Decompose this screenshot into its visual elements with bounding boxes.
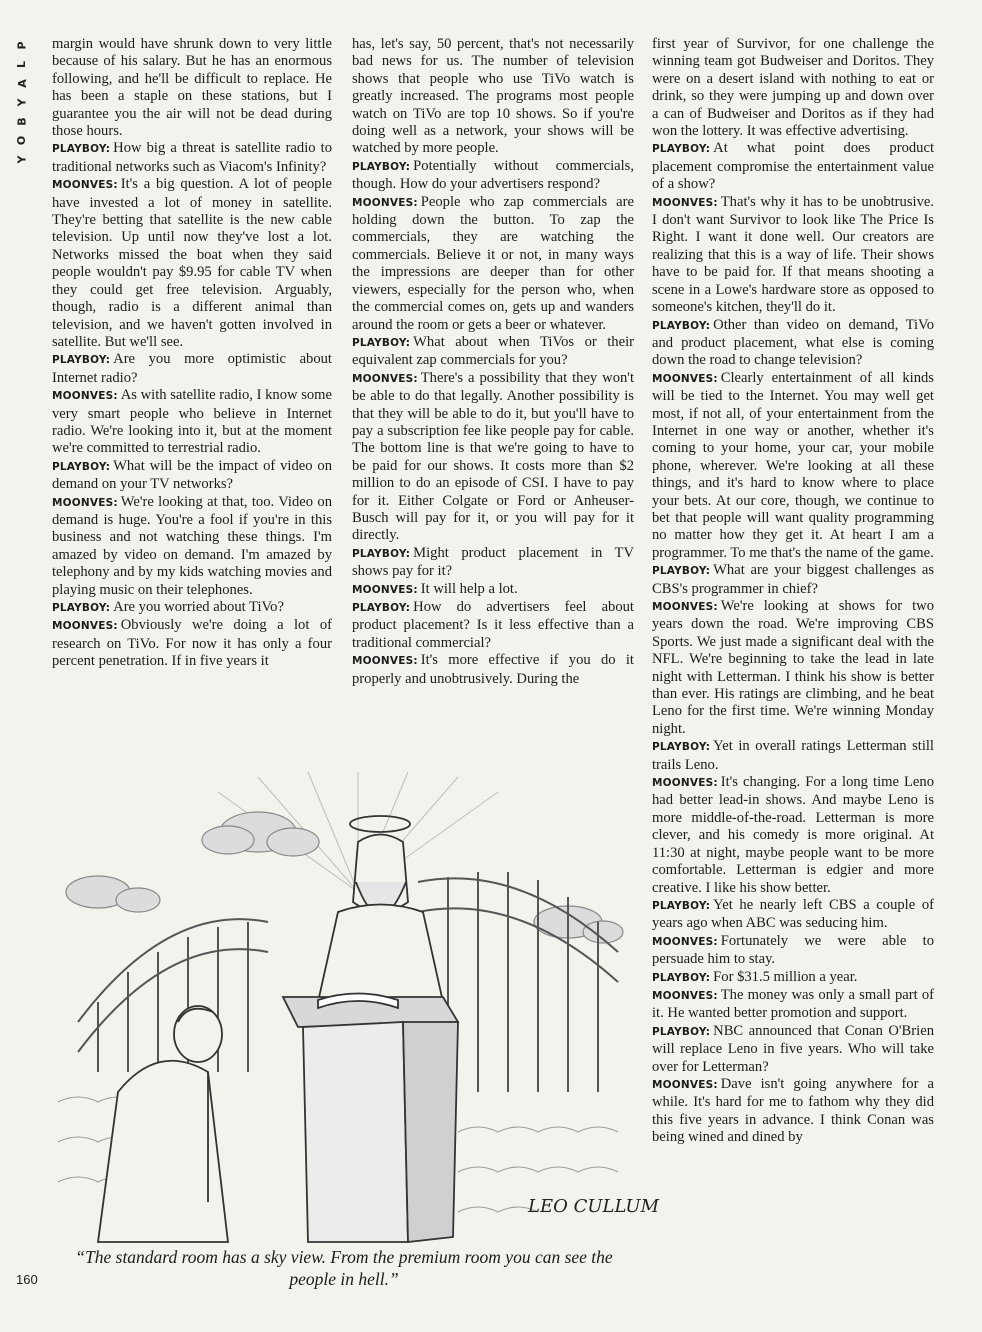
- interview-paragraph: [352, 652, 634, 688]
- speaker-label: MOONVES:: [652, 196, 718, 209]
- interview-paragraph: [52, 458, 332, 494]
- speaker-label: PLAYBOY:: [52, 143, 111, 156]
- interview-paragraph: [352, 581, 634, 599]
- paragraph-text: It's changing. For a long time Leno had better lead-in shows. And maybe Leno is more middle-of-the-road. Letterman is more clever, and his comedy is more original. At 11:30 at night, maybe people want to be more comfortable. Letterman is edgier and more creative. I like his show better.: [652, 774, 934, 896]
- interview-paragraph: [652, 774, 934, 897]
- interview-paragraph: [52, 494, 332, 599]
- masthead-letter: A: [15, 79, 29, 88]
- interview-paragraph: [52, 599, 332, 617]
- interview-paragraph: [652, 562, 934, 598]
- paragraph-text: What are your biggest challenges as CBS's programmer in chief?: [652, 562, 934, 597]
- speaker-label: PLAYBOY:: [652, 741, 711, 754]
- paragraph-text: Might product placement in TV shows pay for it?: [352, 544, 634, 580]
- paragraph-text: Yet in overall ratings Letterman still trails Leno.: [652, 738, 934, 773]
- paragraph-text: NBC announced that Conan O'Brien will replace Leno in five years. Who will take over for Letterman?: [652, 1022, 934, 1075]
- interview-paragraph: [652, 194, 934, 317]
- paragraph-text: We're looking at shows for two years down the road. We're improving CBS Sports. We just made a significant deal with the NFL. We're beginning to take the lead in late night with Letterman. I think his show is better than ever. His ratings are climbing, and he beat Leno for the first time. We're winning Monday night.: [652, 598, 934, 737]
- speaker-label: PLAYBOY:: [652, 1025, 711, 1038]
- speaker-label: PLAYBOY:: [652, 565, 711, 578]
- interview-paragraph: [652, 897, 934, 933]
- paragraph-text: It will help a lot.: [420, 580, 518, 597]
- interview-paragraph: [652, 36, 934, 140]
- paragraph-text: We're looking at that, too. Video on demand is huge. You're a fool if you're in this business and not watching these things. I'm amazed by video on demand. I'm amazed by telephony and by my kids watching movies and playing music on their telephones.: [52, 493, 332, 598]
- speaker-label: MOONVES:: [352, 372, 418, 385]
- angel-figure: [318, 816, 443, 1002]
- interview-paragraph: [352, 36, 634, 158]
- interview-paragraph: [352, 599, 634, 652]
- paragraph-text: As with satellite radio, I know some very smart people who believe in Internet radio. We're looking into it, but at the moment we're committed to terrestrial radio.: [52, 387, 332, 457]
- interview-paragraph: [352, 194, 634, 334]
- paragraph-text: Clearly entertainment of all kinds will be tied to the Internet. You may well get most, if not all, of your entertainment from the Internet in one way or another, whether it's coming to your home, your car, your mobile phone, wherever. We're looking at all these things, and it's hard to know where to place your bets. At our core, though, we continue to bet that people will want quality programming no matter how they get it. At heart I am a programmer. To me that's the name of the game.: [652, 369, 934, 561]
- interview-paragraph: [652, 1023, 934, 1076]
- speaker-label: PLAYBOY:: [352, 547, 411, 560]
- paragraph-text: Yet he nearly left CBS a couple of years ago when ABC was seducing him.: [652, 896, 934, 932]
- speaker-label: MOONVES:: [52, 496, 118, 509]
- paragraph-text: At what point does product placement compromise the entertainment value of a show?: [652, 140, 934, 193]
- interview-paragraph: [652, 317, 934, 370]
- paragraph-text: The money was only a small part of it. He wanted better promotion and support.: [652, 986, 934, 1022]
- text-column-3: [652, 36, 934, 1147]
- speaker-label: PLAYBOY:: [52, 602, 111, 614]
- heaven-gate-left: [78, 919, 268, 1072]
- paragraph-text: What will be the impact of video on demand on your TV networks?: [52, 457, 332, 493]
- paragraph-text: Are you more optimistic about Internet radio?: [52, 351, 332, 386]
- paragraph-text: Are you worried about TiVo?: [113, 599, 284, 615]
- text-column-2: [352, 36, 634, 688]
- paragraph-text: Obviously we're doing a lot of research on TiVo. For now it has only a four percent penetration. If in five years it: [52, 617, 332, 670]
- cartoon-illustration: [58, 772, 660, 1244]
- paragraph-text: It's a big question. A lot of people have invested a lot of money in satellite. They're betting that satellite is the new cable television. Up until now they've lost a lot. Networks missed the boat when they said people wouldn't pay $9.95 for cable TV when they could get free television. Arguably, though, radio is a different animal than television, and we haven't gotten involved in satellite. But we'll see.: [52, 176, 332, 350]
- speaker-label: MOONVES:: [352, 655, 418, 668]
- speaker-label: MOONVES:: [652, 372, 718, 385]
- paragraph-text: margin would have shrunk down to very little because of his salary. But he has an enormous following, and he'll be difficult to replace. He has been a staple on these stations, but I guarantee you the air will not be dead during those hours.: [52, 36, 332, 140]
- masthead-letter: L: [15, 60, 29, 69]
- interview-paragraph: [352, 334, 634, 370]
- man-figure: [98, 1006, 228, 1242]
- page-number: 160: [16, 1272, 38, 1287]
- cartoon-caption: “The standard room has a sky view. From the premium room you can see the people in hell.”: [75, 1247, 613, 1289]
- speaker-label: PLAYBOY:: [652, 143, 711, 156]
- masthead-letter: O: [15, 135, 29, 146]
- interview-paragraph: [652, 933, 934, 969]
- interview-paragraph: [652, 370, 934, 562]
- speaker-label: MOONVES:: [652, 601, 718, 613]
- paragraph-text: Other than video on demand, TiVo and product placement, what else is coming down the road to change television?: [652, 316, 934, 369]
- interview-paragraph: [52, 140, 332, 176]
- masthead-letter: P: [15, 41, 29, 50]
- masthead-letter: Y: [15, 155, 29, 164]
- interview-paragraph: [52, 387, 332, 458]
- speaker-label: PLAYBOY:: [352, 602, 411, 614]
- masthead-letter: Y: [15, 98, 29, 107]
- speaker-label: PLAYBOY:: [52, 354, 111, 367]
- interview-paragraph: [52, 176, 332, 351]
- masthead-letter: B: [15, 117, 29, 126]
- interview-paragraph: [352, 158, 634, 194]
- interview-paragraph: [652, 1076, 934, 1147]
- speaker-label: MOONVES:: [352, 196, 418, 209]
- paragraph-text: What about when TiVos or their equivalent zap commercials for you?: [352, 333, 634, 369]
- paragraph-text: Potentially without commercials, though. How do your advertisers respond?: [352, 157, 634, 193]
- interview-paragraph: [352, 545, 634, 581]
- speaker-label: MOONVES:: [352, 583, 418, 596]
- paragraph-text: Fortunately we were able to persuade him to stay.: [652, 932, 934, 968]
- speaker-label: PLAYBOY:: [652, 319, 711, 332]
- speaker-label: MOONVES:: [52, 620, 118, 633]
- speaker-label: MOONVES:: [652, 1078, 718, 1091]
- speaker-label: PLAYBOY:: [352, 160, 411, 173]
- speaker-label: PLAYBOY:: [352, 336, 411, 349]
- playboy-masthead: [12, 40, 32, 165]
- speaker-label: MOONVES:: [52, 390, 118, 403]
- speaker-label: MOONVES:: [652, 935, 718, 948]
- interview-paragraph: [652, 987, 934, 1023]
- interview-paragraph: [352, 370, 634, 545]
- paragraph-text: has, let's say, 50 percent, that's not necessarily bad news for us. The number of television shows that people who use TiVo watch is greatly increased. The programs most people watch on TiVo are top 10 shows. So if you're doing well as a network, your shows will be watched by more people.: [352, 36, 634, 157]
- speaker-label: PLAYBOY:: [652, 899, 711, 912]
- paragraph-text: first year of Survivor, for one challenge the winning team got Budweiser and Doritos. They were on a desert island with nothing to eat or drink, so they were jumping up and down over a can of Budweiser and Doritos as if they had won the lottery. It was effective advertising.: [652, 36, 934, 140]
- podium: [283, 994, 458, 1243]
- paragraph-text: How do advertisers feel about product placement? Is it less effective than a traditional commercial?: [352, 599, 634, 651]
- interview-paragraph: [652, 598, 934, 738]
- speaker-label: MOONVES:: [52, 179, 118, 192]
- paragraph-text: That's why it has to be unobtrusive. I don't want Survivor to look like The Price Is Right. I want it done well. Our creators are realizing that this is a way of life. Their shows have to be paid for. If that means shooting a scene in a Lowe's hardware store as opposed to someone's kitchen, they'll do it.: [652, 193, 934, 316]
- speaker-label: PLAYBOY:: [52, 460, 111, 473]
- interview-paragraph: [52, 617, 332, 670]
- interview-paragraph: [652, 140, 934, 193]
- speaker-label: MOONVES:: [652, 777, 718, 790]
- paragraph-text: It's more effective if you do it properly and unobtrusively. During the: [352, 652, 634, 687]
- paragraph-text: People who zap commercials are holding down the button. To zap the commercials, they are watching the commercials. Believe it or not, in many ways the impressions are deeper than for other viewers, especially for the person who, when the commercial comes on, gets up and wanders around the room or gets a beer or whatever.: [352, 193, 634, 333]
- interview-paragraph: [52, 36, 332, 140]
- text-column-1: [52, 36, 332, 671]
- interview-paragraph: [652, 738, 934, 774]
- interview-paragraph: [52, 351, 332, 387]
- speaker-label: MOONVES:: [652, 989, 718, 1002]
- cartoonist-signature: LEO CULLUM: [528, 1196, 660, 1217]
- interview-paragraph: [652, 969, 934, 987]
- paragraph-text: There's a possibility that they won't be able to do that legally. Another possibility is that they will be able to do it, but you'll have to pay a subscription fee like people pay for cable. The bottom line is that we're going to have to be paid for our shows. It costs more than $2 million to do an episode of CSI. I have to pay for it. Either Colgate or Ford or Anheuser-Busch will pay for it, or you will pay for it directly.: [352, 369, 634, 544]
- paragraph-text: Dave isn't going anywhere for a while. It's hard for me to fathom why they did this five years in advance. I think Conan was being wined and dined by: [652, 1075, 934, 1146]
- paragraph-text: For $31.5 million a year.: [713, 968, 858, 985]
- paragraph-text: How big a threat is satellite radio to traditional networks such as Viacom's Infinity?: [52, 140, 332, 175]
- speaker-label: PLAYBOY:: [652, 971, 711, 984]
